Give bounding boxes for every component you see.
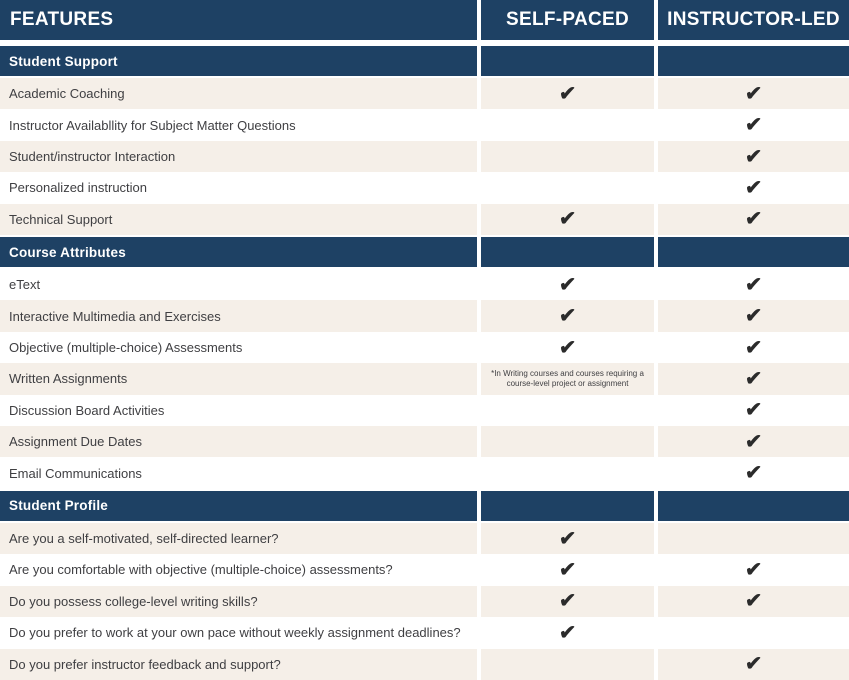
checkmark-icon: ✔	[558, 208, 577, 231]
instructor-led-cell	[658, 523, 849, 554]
checkmark-icon: ✔	[744, 305, 763, 328]
instructor-led-cell	[658, 363, 849, 394]
table-row	[0, 141, 849, 172]
instructor-led-cell	[658, 269, 849, 300]
checkmark-icon: ✔	[558, 527, 577, 550]
feature-label: Do you prefer instructor feedback and support?	[9, 656, 281, 672]
instructor-led-cell	[658, 109, 849, 140]
self-paced-cell	[481, 457, 654, 488]
table-row	[0, 204, 849, 235]
feature-label: Instructor Availabllity for Subject Matter Questions	[9, 117, 296, 133]
feature-label: Interactive Multimedia and Exercises	[9, 308, 221, 324]
checkmark-icon: ✔	[558, 336, 577, 359]
self-paced-cell	[481, 141, 654, 172]
checkmark-icon: ✔	[744, 176, 763, 199]
instructor-led-cell	[658, 395, 849, 426]
checkmark-icon: ✔	[558, 82, 577, 105]
checkmark-icon: ✔	[744, 273, 763, 296]
feature-label: Objective (multiple-choice) Assessments	[9, 340, 243, 356]
feature-label: Are you a self-motivated, self-directed learner?	[9, 531, 279, 547]
instructor-led-cell	[658, 457, 849, 488]
column-header-instructor-led: INSTRUCTOR-LED	[658, 0, 849, 40]
self-paced-cell	[481, 617, 654, 648]
table-body	[0, 44, 849, 680]
table-row	[0, 300, 849, 331]
feature-label: Written Assignments	[9, 371, 128, 387]
section-title: Student Support	[9, 53, 118, 69]
feature-label: Personalized instruction	[9, 180, 148, 196]
checkmark-icon: ✔	[744, 653, 763, 676]
self-paced-cell	[481, 395, 654, 426]
section-header-self-paced-cell	[481, 46, 654, 76]
section-header-instructor-led-cell	[658, 491, 849, 521]
self-paced-cell	[481, 300, 654, 331]
self-paced-note: *In Writing courses and courses requiring a course-level project or assignment	[491, 368, 644, 388]
table-row	[0, 426, 849, 457]
checkmark-icon: ✔	[744, 114, 763, 137]
feature-label: eText	[9, 277, 41, 293]
section-header-instructor-led-cell	[658, 46, 849, 76]
instructor-led-cell	[658, 649, 849, 680]
table-row	[0, 78, 849, 109]
table-row	[0, 269, 849, 300]
checkmark-icon: ✔	[744, 430, 763, 453]
table-row	[0, 457, 849, 488]
table-row	[0, 617, 849, 648]
checkmark-icon: ✔	[558, 621, 577, 644]
checkmark-icon: ✔	[558, 558, 577, 581]
checkmark-icon: ✔	[558, 590, 577, 613]
instructor-led-cell	[658, 141, 849, 172]
section-title: Course Attributes	[9, 244, 126, 260]
feature-label: Academic Coaching	[9, 86, 125, 102]
checkmark-icon: ✔	[558, 273, 577, 296]
self-paced-cell	[481, 586, 654, 617]
section-header-instructor-led-cell	[658, 237, 849, 267]
section-header-row	[0, 46, 849, 76]
instructor-led-cell	[658, 586, 849, 617]
instructor-led-cell	[658, 300, 849, 331]
section-header-self-paced-cell	[481, 237, 654, 267]
self-paced-cell	[481, 109, 654, 140]
instructor-led-cell	[658, 204, 849, 235]
checkmark-icon: ✔	[744, 336, 763, 359]
checkmark-icon: ✔	[744, 558, 763, 581]
checkmark-icon: ✔	[744, 367, 763, 390]
instructor-led-cell	[658, 78, 849, 109]
self-paced-cell	[481, 204, 654, 235]
self-paced-cell	[481, 554, 654, 585]
column-header-features: FEATURES	[0, 0, 477, 40]
table-row	[0, 363, 849, 394]
feature-label: Assignment Due Dates	[9, 434, 142, 450]
self-paced-cell	[481, 426, 654, 457]
instructor-led-cell	[658, 426, 849, 457]
instructor-led-cell	[658, 332, 849, 363]
table-row	[0, 586, 849, 617]
instructor-led-cell	[658, 554, 849, 585]
checkmark-icon: ✔	[744, 462, 763, 485]
checkmark-icon: ✔	[744, 145, 763, 168]
table-row	[0, 332, 849, 363]
table-row	[0, 523, 849, 554]
column-header-self-paced: SELF-PACED	[481, 0, 654, 40]
table-header-row	[0, 0, 849, 40]
self-paced-cell	[481, 332, 654, 363]
checkmark-icon: ✔	[744, 399, 763, 422]
table-row	[0, 172, 849, 203]
self-paced-cell	[481, 78, 654, 109]
checkmark-icon: ✔	[558, 305, 577, 328]
checkmark-icon: ✔	[744, 208, 763, 231]
section-title: Student Profile	[9, 498, 109, 514]
feature-label: Do you prefer to work at your own pace without weekly assignment deadlines?	[9, 625, 461, 641]
table-row	[0, 649, 849, 680]
feature-label: Student/instructor Interaction	[9, 149, 176, 165]
feature-label: Are you comfortable with objective (multiple-choice) assessments?	[9, 562, 393, 578]
instructor-led-cell	[658, 172, 849, 203]
feature-label: Discussion Board Activities	[9, 402, 165, 418]
table-row	[0, 395, 849, 426]
instructor-led-cell	[658, 617, 849, 648]
checkmark-icon: ✔	[744, 590, 763, 613]
feature-label: Do you possess college-level writing skills?	[9, 593, 258, 609]
self-paced-cell	[481, 523, 654, 554]
checkmark-icon: ✔	[744, 82, 763, 105]
table-row	[0, 109, 849, 140]
section-header-self-paced-cell	[481, 491, 654, 521]
feature-label: Email Communications	[9, 465, 142, 481]
self-paced-cell	[481, 649, 654, 680]
section-header-row	[0, 237, 849, 267]
table-row	[0, 554, 849, 585]
section-header-row	[0, 491, 849, 521]
self-paced-cell	[481, 363, 654, 394]
self-paced-cell	[481, 172, 654, 203]
feature-label: Technical Support	[9, 211, 113, 227]
self-paced-cell	[481, 269, 654, 300]
